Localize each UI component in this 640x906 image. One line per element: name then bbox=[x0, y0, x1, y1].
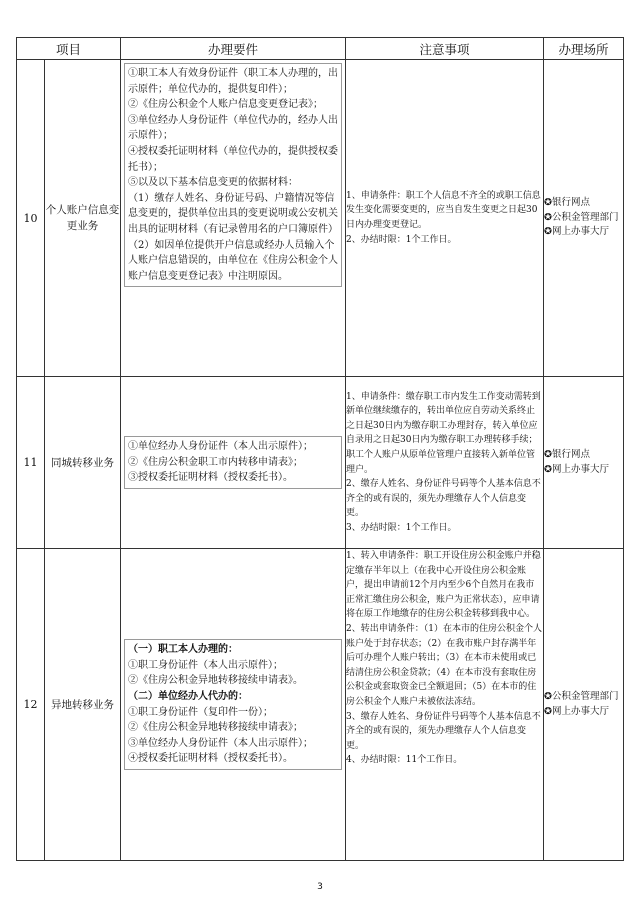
doc-line: ①职工本人有效身份证件（职工本人办理的，出示原件；单位代办的，提供复印件）； bbox=[128, 68, 339, 95]
doc-line: ①职工身份证件（本人出示原件）； bbox=[128, 659, 284, 671]
doc-line: ②《住房公积金异地转移接续申请表》； bbox=[128, 722, 304, 734]
doc-line: ③授权委托证明材料（授权委托书）。 bbox=[128, 472, 294, 484]
note-line: 1、转入申请条件：职工开设住房公积金账户并稳定缴存半年以上（在我中心开设住房公积金账户，提出申请前12个月内至少6个自然月在我市正常汇缴住房公积金，账户为正常状态），应申请将在原工作地缴存的住房公积金转移到我中心。 bbox=[346, 551, 541, 620]
doc-line: ③单位经办人身份证件（单位代办的，经办人出示原件）； bbox=[128, 114, 339, 142]
doc-line: ⑤以及以下基本信息变更的依据材料： bbox=[128, 177, 299, 189]
note-line: 4、办结时限：11个工作日。 bbox=[346, 755, 463, 766]
doc-line: ④授权委托证明材料（单位代办的，提供授权委托书）； bbox=[128, 145, 339, 173]
place-cell bbox=[544, 60, 624, 377]
notes-cell bbox=[346, 60, 544, 377]
doc-section-title: （二）单位经办人代办的： bbox=[128, 690, 249, 702]
header-docs: 办理要件 bbox=[121, 38, 346, 60]
item-name: 同城转移业务 bbox=[45, 377, 121, 549]
place-line: ✪网上办事大厅 bbox=[544, 705, 609, 717]
place-line: ✪银行网点 bbox=[544, 448, 590, 460]
place-cell bbox=[544, 377, 624, 549]
docs-box bbox=[124, 639, 342, 770]
doc-line: ②《住房公积金个人账户信息变更登记表》； bbox=[128, 99, 324, 111]
table-row bbox=[17, 60, 624, 377]
place-line: ✪公积金管理部门 bbox=[544, 690, 619, 702]
item-name: 个人账户信息变更业务 bbox=[45, 60, 121, 377]
doc-section-title: （一）职工本人办理的： bbox=[128, 644, 239, 656]
header-notes: 注意事项 bbox=[346, 38, 544, 60]
table-row bbox=[17, 377, 624, 549]
note-line: 1、申请条件：职工个人信息不齐全的或职工信息发生变化需要变更的，应当自发生变更之日起30日内办理变更登记。 bbox=[346, 190, 541, 230]
place-cell bbox=[544, 549, 624, 861]
doc-line: ①单位经办人身份证件（本人出示原件）； bbox=[128, 441, 314, 453]
notes-cell bbox=[346, 549, 544, 861]
note-line: 2、办结时限：1个工作日。 bbox=[346, 234, 457, 245]
doc-line: ②《住房公积金职工市内转移申请表》； bbox=[128, 456, 304, 468]
row-number: 12 bbox=[17, 549, 45, 861]
doc-line: （1）缴存人姓名、身份证号码、户籍情况等信息变更的，提供单位出具的变更说明或公安机关出具的证明材料（有记录曾用名的户口簿原件） bbox=[128, 192, 339, 235]
place-line: ✪网上办事大厅 bbox=[544, 463, 609, 475]
row-number: 10 bbox=[17, 60, 45, 377]
row-number: 11 bbox=[17, 377, 45, 549]
notes-cell bbox=[346, 377, 544, 549]
doc-line: ③单位经办人身份证件（本人出示原件）； bbox=[128, 737, 314, 749]
table-row bbox=[17, 549, 624, 861]
header-item: 项目 bbox=[17, 38, 121, 60]
note-line: 1、申请条件：缴存职工市内发生工作变动需转到新单位继续缴存的，转出单位应自劳动关系终止之日起30日内为缴存职工办理封存，转入单位应自录用之日起30日内为缴存职工办理转移手续；职工个人账户从原单位管理户直接转入新单位管理户。 bbox=[346, 391, 541, 475]
docs-cell bbox=[121, 377, 346, 549]
docs-box bbox=[124, 436, 342, 489]
note-line: 2、转出申请条件：（1）在本市的住房公积金个人账户处于封存状态；（2）在我市账户封存满半年后可办理个人账户转出；（3）在本市未使用或已结清住房公积金贷款；（4）在本市没有套取住房公积金或套取资金已全额退回；（5）在本市的住房公积金个人账户未被依法冻结。 bbox=[346, 623, 542, 707]
note-line: 3、缴存人姓名、身份证件号码等个人基本信息不齐全的或有误的，须先办理缴存人个人信息变更。 bbox=[346, 711, 541, 751]
doc-line: ④授权委托证明材料（授权委托书）。 bbox=[128, 753, 294, 765]
doc-line: ①职工身份证件（复印件一份）； bbox=[128, 706, 274, 718]
place-line: ✪网上办事大厅 bbox=[544, 226, 609, 238]
item-name: 异地转移业务 bbox=[45, 549, 121, 861]
place-line: ✪银行网点 bbox=[544, 197, 590, 209]
doc-line: ②《住房公积金异地转移接续申请表》。 bbox=[128, 675, 304, 687]
service-table bbox=[16, 37, 624, 861]
doc-line: （2）如因单位提供开户信息或经办人员输入个人账户信息错误的，由单位在《住房公积金个人账户信息变更登记表》中注明原因。 bbox=[128, 239, 339, 282]
note-line: 3、办结时限：1个工作日。 bbox=[346, 522, 457, 533]
header-place: 办理场所 bbox=[544, 38, 624, 60]
docs-cell bbox=[121, 549, 346, 861]
header-row bbox=[17, 38, 624, 60]
note-line: 2、缴存人姓名、身份证件号码等个人基本信息不齐全的或有误的，须先办理缴存人个人信息变更。 bbox=[346, 479, 541, 519]
place-line: ✪公积金管理部门 bbox=[544, 211, 619, 223]
docs-cell bbox=[121, 60, 346, 377]
page-number: 3 bbox=[317, 882, 323, 892]
docs-box bbox=[124, 63, 342, 287]
